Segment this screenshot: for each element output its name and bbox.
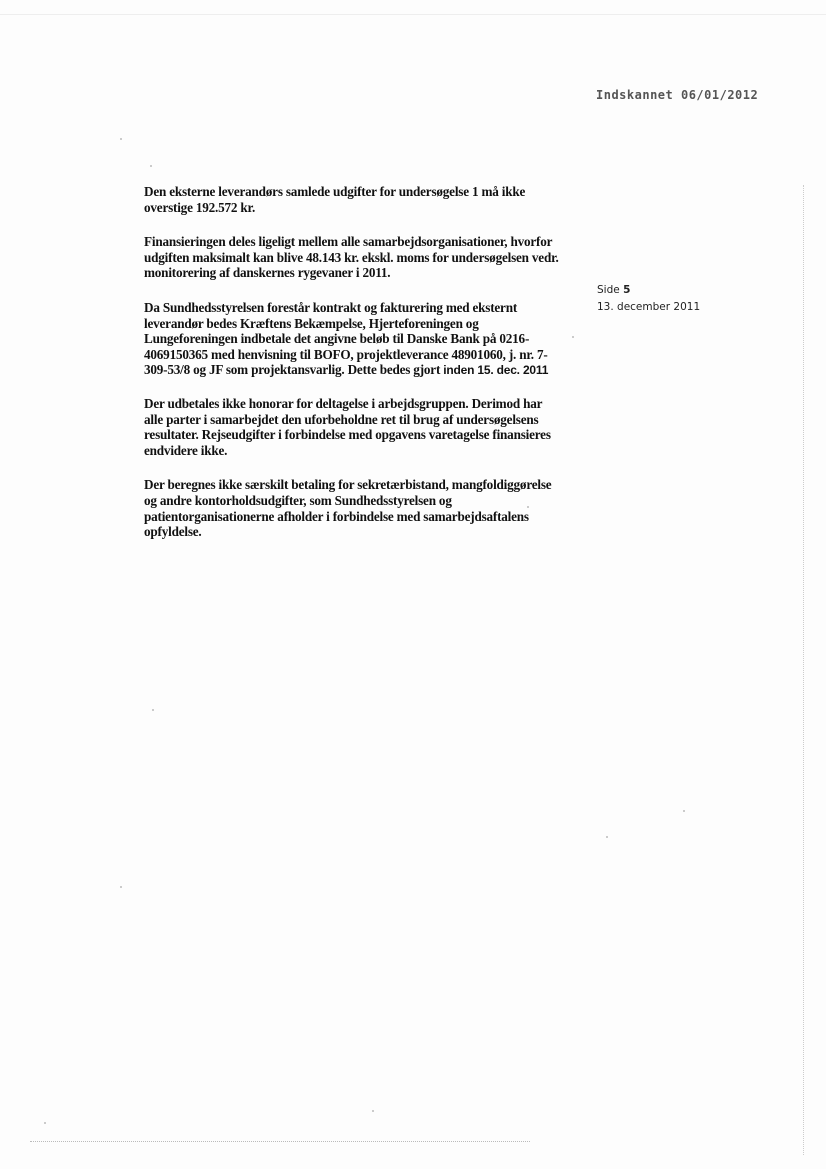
page-label: Side <box>597 284 620 296</box>
paragraph-payment-instructions <box>144 300 564 379</box>
payment-deadline: inden 15. dec. 2011 <box>443 363 549 378</box>
scan-speck <box>606 836 608 838</box>
scan-speck <box>372 1110 374 1112</box>
scan-speck <box>150 165 152 167</box>
letter-body <box>144 184 564 559</box>
page-meta <box>597 282 700 316</box>
letter-date: 13. december 2011 <box>597 301 701 313</box>
page-indicator <box>597 282 700 299</box>
payment-instructions-text: Da Sundhedsstyrelsen forestår kontrakt og fakturering med eksternt leverandør bedes Kræftens Bekæmpelse, Hjerteforeningen og Lungeforeningen indbetale det angivne beløb til Danske Bank på 0216-4069150365 med henvisning til BOFO, projektleverance 48901060, j. nr. 7-309-53/8 og JF som projektansvarlig. Dette bedes gjort <box>144 299 548 378</box>
scan-speck <box>152 709 154 711</box>
page-number: 5 <box>623 284 631 296</box>
scan-speck <box>44 1122 46 1124</box>
scan-top-edge <box>0 14 826 15</box>
scan-right-edge <box>803 185 805 1155</box>
scan-speck <box>120 886 122 888</box>
paragraph-financing: Finansieringen deles ligeligt mellem alle samarbejdsorganisationer, hvorfor udgiften maksimalt kan blive 48.143 kr. ekskl. moms for undersøgelsen vedr. monitorering af danskernes rygevaner i 2011. <box>144 234 559 281</box>
scan-received-stamp: Indskannet 06/01/2012 <box>596 88 759 102</box>
paragraph-honorarium: Der udbetales ikke honorar for deltagelse i arbejdsgruppen. Derimod har alle parter i samarbejdet den uforbeholdne ret til brug af undersøgelsens resultater. Rejseudgifter i forbindelse med opgavens varetagelse finansieres endvidere ikke. <box>144 395 551 458</box>
scan-speck <box>572 336 574 338</box>
paragraph-budget-limit: Den eksterne leverandørs samlede udgifter for undersøgelse 1 må ikke overstige 192.572 kr. <box>144 184 526 215</box>
paragraph-secretariat-costs: Der beregnes ikke særskilt betaling for sekretærbistand, mangfoldiggørelse og andre kontorholdsudgifter, som Sundhedsstyrelsen og patientorganisationerne afholder i forbindelse med samarbejdsaftalens opfyldelse. <box>144 477 552 540</box>
scan-speck <box>120 138 122 140</box>
scan-bottom-edge <box>30 1141 530 1143</box>
scan-speck <box>527 506 529 508</box>
scan-speck <box>683 810 685 812</box>
